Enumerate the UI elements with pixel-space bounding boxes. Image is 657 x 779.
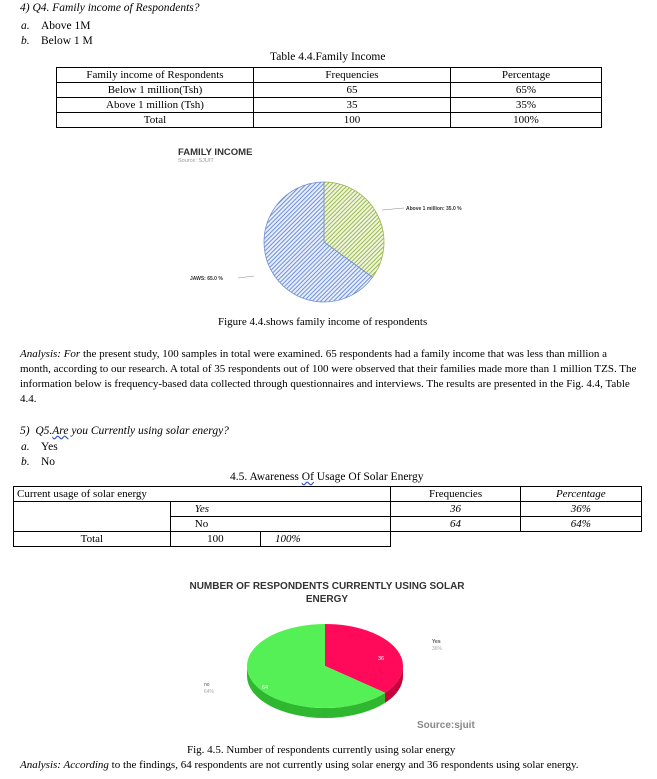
table-header-cell: Family income of Respondents <box>57 68 254 83</box>
slice-label-yes-pct: 36% <box>432 646 443 652</box>
family-income-table <box>56 67 602 128</box>
slice-label-no: no <box>204 682 210 688</box>
solar-usage-table <box>13 486 642 547</box>
figure44-caption: Figure 4.4.shows family income of respondents <box>218 316 428 328</box>
analysis2-paragraph <box>20 759 579 771</box>
slice-value-yes: 36 <box>378 656 385 662</box>
table-header-cell: Percentage <box>451 68 602 83</box>
analysis2-text: to the findings, 64 respondents are not currently using solar energy and 36 respondents using solar energy. <box>108 759 579 771</box>
table44-caption: Table 4.4.Family Income <box>270 51 386 63</box>
chart2-title <box>147 580 507 606</box>
slice-label-no-pct: 64% <box>204 689 215 695</box>
q5-number: 5) <box>20 425 30 437</box>
slice-label-yes: Yes <box>432 639 441 645</box>
table-header-row <box>57 68 602 83</box>
table-cell: Total <box>14 532 171 547</box>
table-cell: 64% <box>520 517 641 532</box>
figure45-caption: Fig. 4.5. Number of respondents currently using solar energy <box>187 744 456 756</box>
q5-option-a-marker: a. <box>21 441 30 453</box>
table45-caption-pre: 4.5. Awareness <box>230 471 302 483</box>
solar-usage-pie-chart <box>180 610 480 730</box>
table-row <box>57 83 602 98</box>
q4-option-b-marker: b. <box>21 35 30 47</box>
table-header-cell: Frequencies <box>391 487 520 502</box>
slice-value-no: 64 <box>262 685 269 691</box>
table45-caption-wavy: Of <box>301 471 314 483</box>
table-cell: 35% <box>451 98 602 113</box>
table-header-cell: Percentage <box>520 487 641 502</box>
q5-option-b: No <box>41 456 56 468</box>
chart2-title-line2: ENERGY <box>305 594 349 605</box>
q5-question <box>20 425 229 437</box>
analysis1-paragraph <box>20 347 638 407</box>
q4-option-b: Below 1 M <box>41 35 93 47</box>
table-cell: Total <box>57 113 254 128</box>
table45-caption-post: Usage Of Solar Energy <box>313 471 424 483</box>
q4-question: 4) Q4. Family income of Respondents? <box>20 2 200 14</box>
table-cell: 100% <box>261 532 391 547</box>
table-cell: 36 <box>391 502 520 517</box>
q5-wavy-word: Are <box>52 425 69 437</box>
slice-label-above-1m: Above 1 million: 35.0 % <box>406 206 462 212</box>
table-cell: 36% <box>520 502 641 517</box>
analysis1-lead: Analysis: For <box>20 348 81 360</box>
chart1-source: Source: SJUIT <box>178 158 214 164</box>
table-cell: 100 <box>254 113 451 128</box>
table-cell: 100% <box>451 113 602 128</box>
q5-prefix: Q5. <box>35 425 53 437</box>
table-cell: 100 <box>170 532 260 547</box>
table-header-row <box>14 487 642 502</box>
table-cell: Below 1 million(Tsh) <box>57 83 254 98</box>
table-cell: Above 1 million (Tsh) <box>57 98 254 113</box>
q5-option-b-marker: b. <box>21 456 30 468</box>
chart1-title: FAMILY INCOME <box>178 147 253 158</box>
q4-option-a-marker: a. <box>21 20 30 32</box>
table-cell: 65 <box>254 83 451 98</box>
q5-option-a: Yes <box>41 441 58 453</box>
table-cell: 65% <box>451 83 602 98</box>
family-income-pie-chart <box>150 170 510 310</box>
table-row <box>14 517 642 532</box>
table-cell: Yes <box>170 502 391 517</box>
analysis1-text: the present study, 100 samples in total were examined. 65 respondents had a family income that was less than million a month, according to our research. A total of 35 respondents out of 100 were observed that their families made more than 1 million TZS. The information below is frequency-based data collected through questionnaires and interviews. The results are presented in the Fig. 4.4, Table 4.4. <box>20 348 637 405</box>
table-header-cell: Frequencies <box>254 68 451 83</box>
q5-rest: you Currently using solar energy? <box>68 425 229 437</box>
table-row <box>14 502 642 517</box>
analysis2-lead: Analysis: According <box>20 759 109 771</box>
table-row <box>57 113 602 128</box>
table-cell: No <box>170 517 391 532</box>
table-cell: 35 <box>254 98 451 113</box>
q4-option-a: Above 1M <box>41 20 91 32</box>
table45-caption <box>230 471 424 483</box>
table-header-cell: Current usage of solar energy <box>14 487 391 502</box>
table-row <box>14 532 642 547</box>
table-row <box>57 98 602 113</box>
chart2-title-line1: NUMBER OF RESPONDENTS CURRENTLY USING SOLAR <box>189 581 465 592</box>
slice-label-jaws: JAWS: 65.0 % <box>190 276 223 282</box>
chart2-source: Source:sjuit <box>417 720 475 731</box>
table-cell: 64 <box>391 517 520 532</box>
